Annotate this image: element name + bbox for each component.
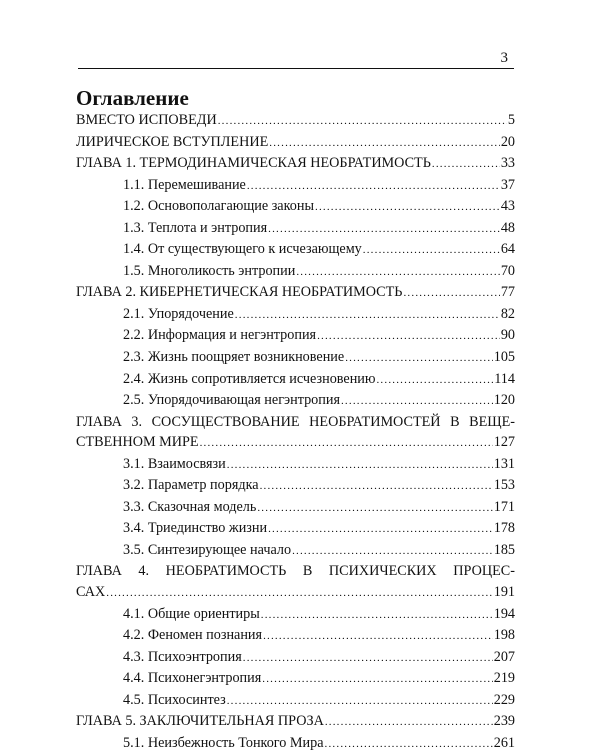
toc-entry-section[interactable] [76,239,515,261]
toc-entry-page: 70 [500,262,515,279]
toc-entry-label: ГЛАВА 1. ТЕРМОДИНАМИЧЕСКАЯ НЕОБРАТИМОСТЬ [76,155,431,172]
toc-entry-section[interactable] [76,604,515,626]
dot-leader [262,669,492,690]
toc-entry-chapter[interactable] [76,132,515,154]
dot-leader [247,176,500,197]
toc-entry-section[interactable] [76,540,515,562]
toc-entry-section[interactable] [76,304,515,326]
toc-entry-page: 120 [493,392,515,409]
toc-entry-label: СТВЕННОМ МИРЕ [76,434,199,451]
toc-heading-word: В [302,563,313,580]
dot-leader [296,262,499,283]
toc-entry-page: 64 [500,241,515,258]
toc-entry-section[interactable] [76,497,515,519]
toc-heading-word: СОСУЩЕСТВОВАНИЕ [151,413,300,430]
toc-entry-page: 33 [500,155,515,172]
toc-entry-page: 261 [493,734,515,751]
toc-entry-page: 239 [493,713,515,730]
dot-leader [325,734,493,754]
dot-leader [317,326,500,347]
toc-entry-page: 105 [493,349,515,366]
toc-entry-page: 43 [500,198,515,215]
toc-entry-section[interactable] [76,196,515,218]
dot-leader [243,648,493,669]
toc-heading-word: ГЛАВА [76,563,122,580]
toc-entry-page: 5 [507,112,515,128]
toc-entry-section[interactable] [76,668,515,690]
toc-entry-page: 114 [494,370,515,387]
toc-entry-page: 194 [493,605,515,622]
dot-leader [403,283,499,304]
toc-entry-label: 4.3. Психоэнтропия [123,648,242,665]
toc-entry-label: 2.2. Информация и негэнтропия [123,327,317,344]
toc-entry-label: 3.4. Триединство жизни [123,520,268,537]
dot-leader [218,111,507,132]
toc-entry-chapter[interactable] [76,110,515,132]
dot-leader [227,691,493,712]
toc-entry-section[interactable] [76,369,515,391]
toc-heading-word: НЕОБРАТИМОСТЬ [165,563,287,580]
dot-leader [235,305,500,326]
toc-entry-page: 178 [493,520,515,537]
toc-entry-label: 3.1. Взаимосвязи [123,455,226,472]
toc-heading-word: ПРОЦЕС- [453,563,515,580]
toc-entry-page: 20 [500,133,515,150]
toc-heading-word: ВЕЩЕ- [469,413,515,430]
toc-entry-label: 2.5. Упорядочивающая негэнтропия [123,392,340,409]
toc-entry-chapter[interactable] [76,282,515,304]
toc-entry-label: 1.1. Перемешивание [123,176,246,193]
toc-entry-label: 2.3. Жизнь поощряет возникновение [123,349,345,366]
toc-entry-chapter[interactable] [76,711,515,733]
toc-entry-chapter[interactable] [76,153,515,175]
toc-entry-section[interactable] [76,625,515,647]
toc-entry-section[interactable] [76,454,515,476]
toc-entry-page: 77 [500,284,515,301]
toc-entry-label: 4.2. Феномен познания [123,627,263,644]
toc-entry-label: 3.2. Параметр порядка [123,477,259,494]
table-of-contents [76,110,515,754]
toc-entry-label: 1.5. Многоликость энтропии [123,262,296,279]
toc-entry-label: 5.1. Неизбежность Тонкого Мира [123,734,324,751]
toc-entry-section[interactable] [76,261,515,283]
toc-entry-section[interactable] [76,390,515,412]
toc-entry-label: 3.5. Синтезирующее начало [123,541,292,558]
dot-leader [263,626,493,647]
dot-leader [260,476,493,497]
dot-leader [376,370,493,391]
dot-leader [261,605,493,626]
toc-entry-label: ЛИРИЧЕСКОЕ ВСТУПЛЕНИЕ [76,133,269,150]
toc-entry-page: 127 [493,434,515,451]
toc-entry-section[interactable] [76,175,515,197]
toc-heading-word: В [450,413,460,430]
toc-entry-page: 229 [493,691,515,708]
dot-leader [345,348,493,369]
toc-entry-section[interactable] [76,475,515,497]
toc-entry-label: 4.1. Общие ориентиры [123,605,260,622]
toc-entry-label: 1.4. От существующего к исчезающему [123,241,362,258]
toc-entry-page: 219 [493,670,515,687]
dot-leader [268,219,500,240]
toc-heading-word: 4. [138,563,150,580]
toc-entry-page: 171 [493,498,515,515]
toc-entry-label: ГЛАВА 5. ЗАКЛЮЧИТЕЛЬНАЯ ПРОЗА [76,713,324,730]
toc-entry-page: 37 [500,176,515,193]
toc-entry-label: 4.5. Психосинтез [123,691,226,708]
toc-heading-word: НЕОБРАТИМОСТЕЙ [309,413,441,430]
dot-leader [269,133,500,154]
toc-entry-page: 207 [493,648,515,665]
toc-heading-word: ГЛАВА [76,413,122,430]
toc-entry-label: 2.4. Жизнь сопротивляется исчезновению [123,370,376,387]
dot-leader [292,541,493,562]
toc-entry-section[interactable] [76,733,515,754]
dot-leader [200,433,493,454]
toc-entry-label: 1.2. Основополагающие законы [123,198,314,215]
dot-leader [325,712,493,733]
dot-leader [363,240,500,261]
toc-entry-page: 191 [493,584,515,601]
toc-entry-chapter[interactable] [76,582,515,604]
toc-entry-label: ВМЕСТО ИСПОВЕДИ [76,112,217,128]
toc-entry-section[interactable] [76,218,515,240]
toc-entry-section[interactable] [76,347,515,369]
toc-entry-page: 90 [500,327,515,344]
page-number: 3 [500,50,508,66]
dot-leader [341,391,493,412]
header-rule [78,68,514,69]
toc-entry-label: 4.4. Психонегэнтропия [123,670,262,687]
toc-entry-label: ГЛАВА 2. КИБЕРНЕТИЧЕСКАЯ НЕОБРАТИМОСТЬ [76,284,403,301]
toc-entry-section[interactable] [76,518,515,540]
toc-entry-page: 131 [493,455,515,472]
toc-entry-heading-line [76,412,515,433]
toc-entry-chapter[interactable] [76,432,515,454]
dot-leader [227,455,493,476]
toc-entry-heading-line [76,561,515,582]
dot-leader [268,519,493,540]
dot-leader [106,583,492,604]
toc-entry-label: САХ [76,584,106,601]
toc-entry-section[interactable] [76,325,515,347]
toc-entry-section[interactable] [76,647,515,669]
toc-heading-word: ПСИХИЧЕСКИХ [328,563,437,580]
dot-leader [315,197,500,218]
toc-entry-label: 2.1. Упорядочение [123,305,234,322]
toc-entry-page: 153 [493,477,515,494]
dot-leader [432,154,500,175]
dot-leader [257,498,492,519]
toc-entry-page: 185 [493,541,515,558]
toc-entry-page: 198 [493,627,515,644]
toc-entry-label: 1.3. Теплота и энтропия [123,219,268,236]
toc-entry-label: 3.3. Сказочная модель [123,498,257,515]
toc-entry-page: 48 [500,219,515,236]
toc-entry-page: 82 [500,305,515,322]
toc-heading-word: 3. [131,413,143,430]
toc-title: Оглавление [76,86,189,110]
toc-entry-section[interactable] [76,690,515,712]
